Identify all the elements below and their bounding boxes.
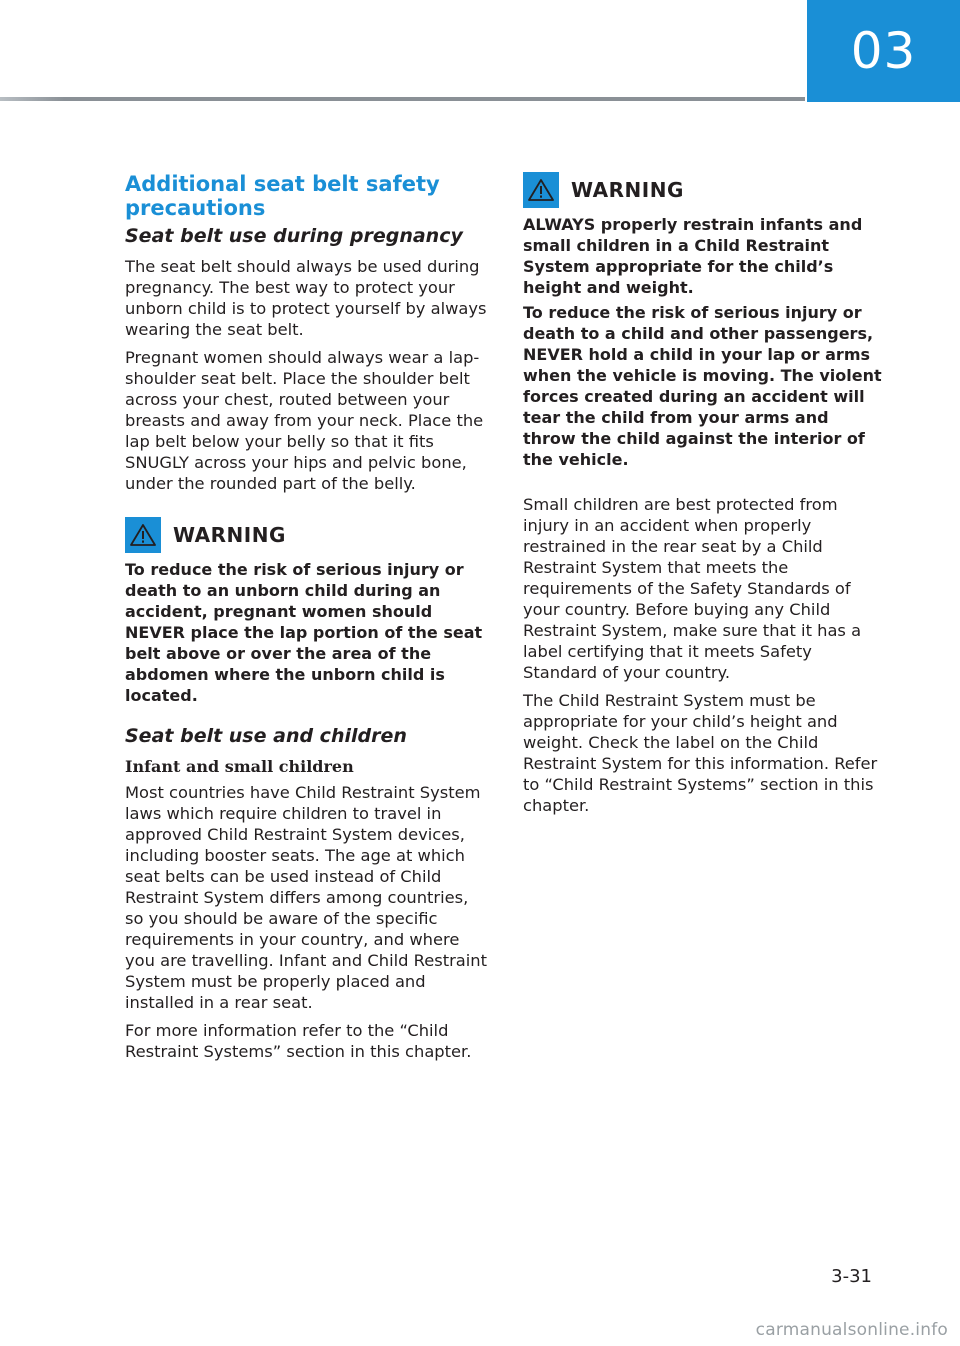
warning-triangle-icon bbox=[125, 517, 161, 553]
pregnancy-paragraph-1: The seat belt should always be used during pregnancy. The best way to protect your unborn child is to protect yourself by always wearing the seat belt. bbox=[125, 257, 487, 339]
section-title: Additional seat belt safety precautions bbox=[125, 172, 440, 220]
children-paragraph-1: Most countries have Child Restraint System laws which require children to travel in approved Child Restraint System devices, including booster seats. The age at which seat belts can be used instead of Child Restraint System differs among countries, so you should be aware of the specific requirements in your country, and where you are travelling. Infant and Child Restraint System must be properly placed and installed in a rear seat. bbox=[125, 783, 487, 1012]
watermark: carmanualsonline.info bbox=[755, 1320, 948, 1340]
warning-title: WARNING bbox=[571, 178, 684, 202]
pregnancy-warning-text: To reduce the risk of serious injury or death to an unborn child during an accident, pregnant women should NEVER place the lap portion of the seat belt above or over the area of the abdomen where the unborn child is located. bbox=[125, 560, 483, 705]
child-restraint-paragraph-1: Small children are best protected from injury in an accident when properly restrained in the rear seat by a Child Restraint System that meets the requirements of the Safety Standards of your country. Before buying any Child Restraint System, make sure that it has a label certifying that it meets Safety Standard of your country. bbox=[523, 495, 862, 682]
pregnancy-paragraph-2: Pregnant women should always wear a lap-shoulder seat belt. Place the shoulder belt across your chest, routed between your breasts and away from your neck. Place the lap belt below your belly so that it fits SNUGLY across your hips and pelvic bone, under the rounded part of the belly. bbox=[125, 348, 484, 493]
warning-title: WARNING bbox=[173, 523, 286, 547]
children-paragraph-2: For more information refer to the “Child Restraint Systems” section in this chapter. bbox=[125, 1021, 472, 1061]
pregnancy-warning-header bbox=[125, 517, 487, 553]
page-number: 3-31 bbox=[831, 1266, 872, 1287]
header-rule bbox=[0, 97, 805, 101]
children-warning-header bbox=[523, 172, 885, 208]
children-warning-paragraph-1: ALWAYS properly restrain infants and small children in a Child Restraint System appropriate for the child’s height and weight. bbox=[523, 215, 863, 297]
right-column bbox=[523, 172, 885, 823]
chapter-tab bbox=[807, 0, 960, 102]
chapter-number: 03 bbox=[850, 22, 917, 80]
infant-subheading: Infant and small children bbox=[125, 757, 354, 776]
pregnancy-heading: Seat belt use during pregnancy bbox=[125, 225, 463, 247]
child-restraint-paragraph-2: The Child Restraint System must be appropriate for your child’s height and weight. Check the label on the Child Restraint System for this information. Refer to “Child Restraint Systems” section in this chapter. bbox=[523, 691, 878, 815]
children-warning-paragraph-2: To reduce the risk of serious injury or death to a child and other passengers, NEVER hold a child in your lap or arms when the vehicle is moving. The violent forces created during an accident will tear the child from your arms and throw the child against the interior of the vehicle. bbox=[523, 303, 882, 469]
warning-triangle-icon bbox=[523, 172, 559, 208]
children-heading: Seat belt use and children bbox=[125, 725, 407, 747]
left-column bbox=[125, 172, 487, 1069]
